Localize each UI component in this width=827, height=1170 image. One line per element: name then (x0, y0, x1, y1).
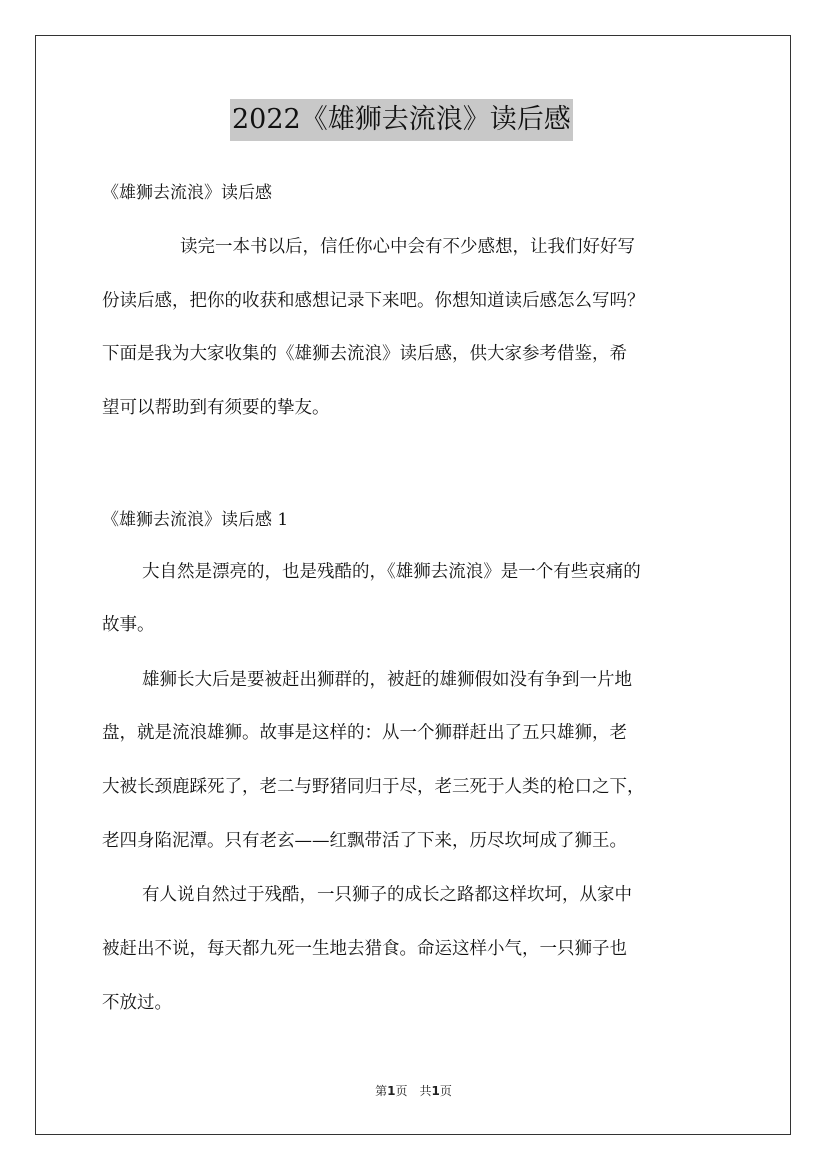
paragraph-line: 雄狮长大后是要被赶出狮群的，被赶的雄狮假如没有争到一片地 (142, 670, 632, 690)
intro-line: 读完一本书以后，信任你心中会有不少感想，让我们好好写 (180, 237, 635, 257)
intro-line: 望可以帮助到有须要的挚友。 (102, 398, 330, 418)
paragraph-line: 有人说自然过于残酷，一只狮子的成长之路都这样坎坷，从家中 (142, 885, 632, 905)
section-heading: 《雄狮去流浪》读后感 1 (102, 510, 289, 530)
page-footer (0, 1082, 827, 1100)
paragraph-line: 故事。 (102, 615, 155, 635)
paragraph-line: 老四身陷泥潭。只有老玄——红飘带活了下来，历尽坎坷成了狮王。 (102, 831, 627, 851)
paragraph-line: 不放过。 (102, 993, 172, 1013)
paragraph-line: 盘，就是流浪雄狮。故事是这样的：从一个狮群赶出了五只雄狮，老 (102, 723, 627, 743)
footer-mid: 页 共 (395, 1084, 432, 1098)
document-subtitle: 《雄狮去流浪》读后感 (102, 183, 272, 203)
footer-page-number: 1 (387, 1084, 396, 1098)
intro-line: 下面是我为大家收集的《雄狮去流浪》读后感，供大家参考借鉴，希 (102, 344, 627, 364)
document-title: 2022《雄狮去流浪》读后感 (230, 99, 573, 141)
intro-line: 份读后感，把你的收获和感想记录下来吧。你想知道读后感怎么写吗？ (102, 291, 645, 311)
paragraph-line: 大自然是漂亮的，也是残酷的，《雄狮去流浪》是一个有些哀痛的 (142, 562, 641, 582)
footer-suffix: 页 (439, 1084, 452, 1098)
footer-prefix: 第 (375, 1084, 388, 1098)
paragraph-line: 大被长颈鹿踩死了，老二与野猪同归于尽，老三死于人类的枪口之下， (102, 777, 645, 797)
paragraph-line: 被赶出不说，每天都九死一生地去猎食。命运这样小气，一只狮子也 (102, 939, 627, 959)
footer-page-total: 1 (431, 1084, 440, 1098)
